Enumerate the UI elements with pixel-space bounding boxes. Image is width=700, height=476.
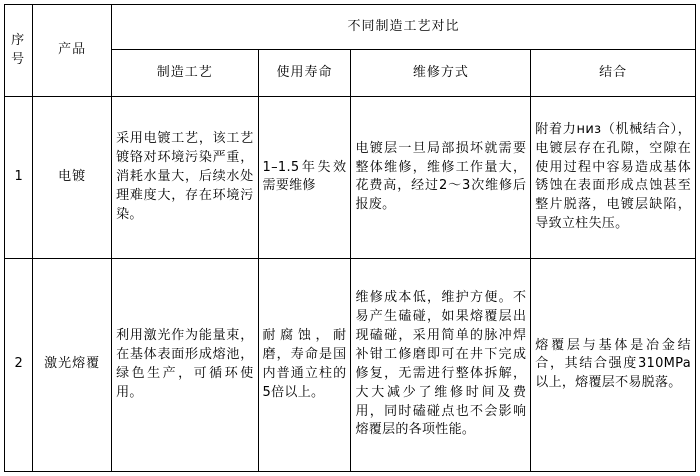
row-product: 激光熔覆 bbox=[33, 258, 112, 471]
row-bonding: 附着力низ（机械结合），电镀层存在孔隙，空隙在使用过程中容易造成基体锈蚀在表面形成点蚀甚至整片脱落，电镀层缺陷，导致立柱失压。 bbox=[531, 97, 696, 259]
header-cell-group: 不同制造工艺对比 bbox=[112, 5, 696, 50]
header-cell-bonding: 结合 bbox=[531, 50, 696, 97]
row-maintenance: 维修成本低，维护方便。不易产生磕碰，如果熔覆层出现磕碰，采用简单的脉冲焊补钳工修磨即可在井下完成修复，无需进行整体拆解，大大减少了维修时间及费用，同时磕碰点也不会影响熔覆层的各项性能。 bbox=[351, 258, 531, 471]
row-maintenance: 电镀层一旦局部损坏就需要整体维修，维修工作量大，花费高，经过2～3次维修后报废。 bbox=[351, 97, 531, 259]
row-process: 利用激光作为能量束，在基体表面形成熔池，绿色生产，可循环使用。 bbox=[112, 258, 258, 471]
row-bonding: 熔覆层与基体是冶金结合，其结合强度310MPa以上，熔覆层不易脱落。 bbox=[531, 258, 696, 471]
header-cell-process: 制造工艺 bbox=[112, 50, 258, 97]
row-no: 2 bbox=[5, 258, 33, 471]
table-row bbox=[5, 97, 696, 259]
row-life: 1–1.5年失效需要维修 bbox=[258, 97, 351, 259]
row-product: 电镀 bbox=[33, 97, 112, 259]
table-header-row-top bbox=[5, 5, 696, 50]
header-cell-no: 序号 bbox=[5, 5, 33, 97]
header-cell-life: 使用寿命 bbox=[258, 50, 351, 97]
comparison-table bbox=[4, 4, 696, 472]
row-process: 采用电镀工艺，该工艺镀铬对环境污染严重，消耗水量大，后续水处理难度大，存在环境污染。 bbox=[112, 97, 258, 259]
table-row bbox=[5, 258, 696, 471]
header-cell-product: 产品 bbox=[33, 5, 112, 97]
row-life: 耐腐蚀，耐磨，寿命是国内普通立柱的5倍以上。 bbox=[258, 258, 351, 471]
row-no: 1 bbox=[5, 97, 33, 259]
header-cell-maintenance: 维修方式 bbox=[351, 50, 531, 97]
